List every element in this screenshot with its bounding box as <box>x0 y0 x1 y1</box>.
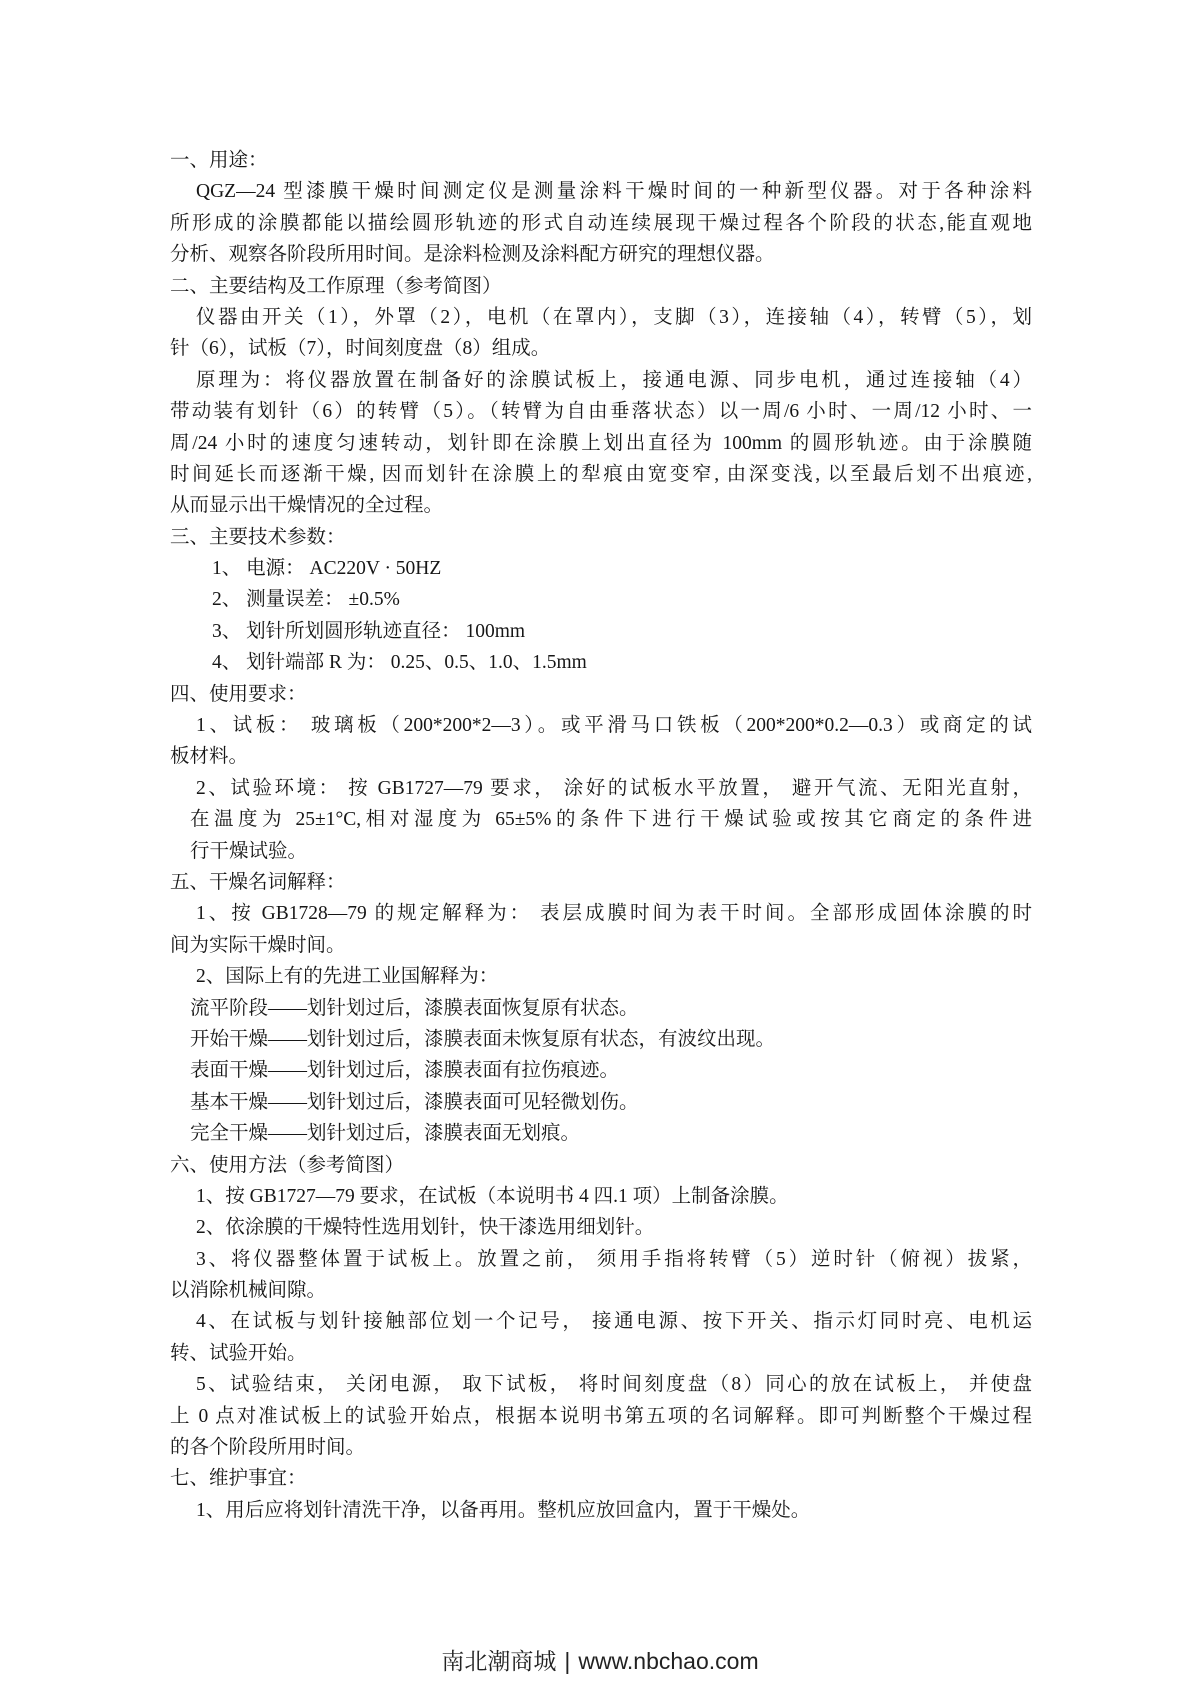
text-line: 3、 划针所划圆形轨迹直径： 100mm <box>212 620 526 642</box>
text-line: 七、维护事宜： <box>170 1468 307 1490</box>
text-line: 转、试验开始。 <box>170 1342 307 1364</box>
text-line: 时间延长而逐渐干燥, 因而划针在涂膜上的犁痕由宽变窄, 由深变浅, 以至最后划不出痕迹, <box>170 463 1032 485</box>
text-line: 4、 划针端部 R 为： 0.25、0.5、1.0、1.5mm <box>212 652 587 674</box>
text-line: 2、试验环境： 按 GB1727—79 要求， 涂好的试板水平放置， 避开气流、无阳光直射， <box>196 777 1032 799</box>
text-line: 的各个阶段所用时间。 <box>170 1437 366 1459</box>
text-line: 基本干燥——划针划过后，漆膜表面可见轻微划伤。 <box>190 1091 639 1113</box>
text-line: 2、国际上有的先进工业国解释为： <box>196 966 499 988</box>
text-line: 3、将仪器整体置于试板上。放置之前， 须用手指将转臂（5）逆时针（俯视）拔紧， <box>196 1248 1032 1270</box>
text-line: 5、试验结束， 关闭电源， 取下试板， 将时间刻度盘（8）同心的放在试板上， 并使盘 <box>196 1374 1032 1396</box>
footer-watermark <box>0 1643 1200 1676</box>
text-line: 三、主要技术参数： <box>170 526 346 548</box>
text-line: 原理为：将仪器放置在制备好的涂膜试板上，接通电源、同步电机，通过连接轴（4） <box>196 369 1032 391</box>
text-line: 六、使用方法（参考简图） <box>170 1154 405 1176</box>
text-line: 2、 测量误差： ±0.5% <box>212 589 400 611</box>
text-line: 流平阶段——划针划过后，漆膜表面恢复原有状态。 <box>190 997 639 1019</box>
footer-separator: | <box>564 1648 571 1674</box>
text-line: 从而显示出干燥情况的全过程。 <box>170 495 444 517</box>
text-line: 五、干燥名词解释： <box>170 871 346 893</box>
text-line: 带动装有划针（6）的转臂（5）。（转臂为自由垂落状态）以一周/6 小时、一周/12 小时、一 <box>170 401 1032 423</box>
text-line: 二、主要结构及工作原理（参考简图） <box>170 275 502 297</box>
footer-url: www.nbchao.com <box>578 1648 759 1674</box>
text-line: 仪器由开关（1），外罩（2），电机（在罩内），支脚（3），连接轴（4），转臂（5），划 <box>196 306 1032 328</box>
text-line: 针（6），试板（7），时间刻度盘（8）组成。 <box>170 338 551 360</box>
text-line: 表面干燥——划针划过后，漆膜表面有拉伤痕迹。 <box>190 1060 620 1082</box>
text-line: 行干燥试验。 <box>190 840 308 862</box>
text-line: 间为实际干燥时间。 <box>170 934 346 956</box>
text-line: 1、 电源： AC220V · 50HZ <box>212 558 442 580</box>
text-line: 1、按 GB1728—79 的规定解释为： 表层成膜时间为表干时间。全部形成固体涂膜的时 <box>196 903 1032 925</box>
text-line: 四、使用要求： <box>170 683 307 705</box>
text-line: 以消除机械间隙。 <box>170 1280 327 1302</box>
text-line: 开始干燥——划针划过后，漆膜表面未恢复原有状态，有波纹出现。 <box>190 1028 776 1050</box>
text-line: 分析、观察各阶段所用时间。是涂料检测及涂料配方研究的理想仪器。 <box>170 244 775 266</box>
footer-site-name: 南北潮商城 <box>441 1648 557 1674</box>
text-line: 1、按 GB1727—79 要求，在试板（本说明书 4 四.1 项）上制备涂膜。 <box>196 1185 789 1207</box>
text-line: 上 0 点对准试板上的试验开始点，根据本说明书第五项的名词解释。即可判断整个干燥过程 <box>170 1405 1032 1427</box>
text-line: 4、在试板与划针接触部位划一个记号， 接通电源、按下开关、指示灯同时亮、电机运 <box>196 1311 1032 1333</box>
document-content <box>170 145 1032 1526</box>
text-line: QGZ—24 型漆膜干燥时间测定仪是测量涂料干燥时间的一种新型仪器。对于各种涂料 <box>196 181 1032 203</box>
text-line: 1、用后应将划针清洗干净，以备再用。整机应放回盒内，置于干燥处。 <box>196 1499 811 1521</box>
text-line: 2、依涂膜的干燥特性选用划针，快干漆选用细划针。 <box>196 1217 655 1239</box>
text-line: 板材料。 <box>170 746 249 768</box>
text-line: 1、试板： 玻璃板（200*200*2—3）。或平滑马口铁板（200*200*0.2—0.3）或商定的试 <box>196 715 1032 737</box>
text-line: 在温度为 25±1°C,相对湿度为 65±5%的条件下进行干燥试验或按其它商定的条件进 <box>190 809 1032 831</box>
text-line: 周/24 小时的速度匀速转动，划针即在涂膜上划出直径为 100mm 的圆形轨迹。由于涂膜随 <box>170 432 1032 454</box>
text-line: 所形成的涂膜都能以描绘圆形轨迹的形式自动连续展现干燥过程各个阶段的状态,能直观地 <box>170 212 1032 234</box>
text-line: 完全干燥——划针划过后，漆膜表面无划痕。 <box>190 1123 581 1145</box>
text-line: 一、用途： <box>170 150 268 171</box>
